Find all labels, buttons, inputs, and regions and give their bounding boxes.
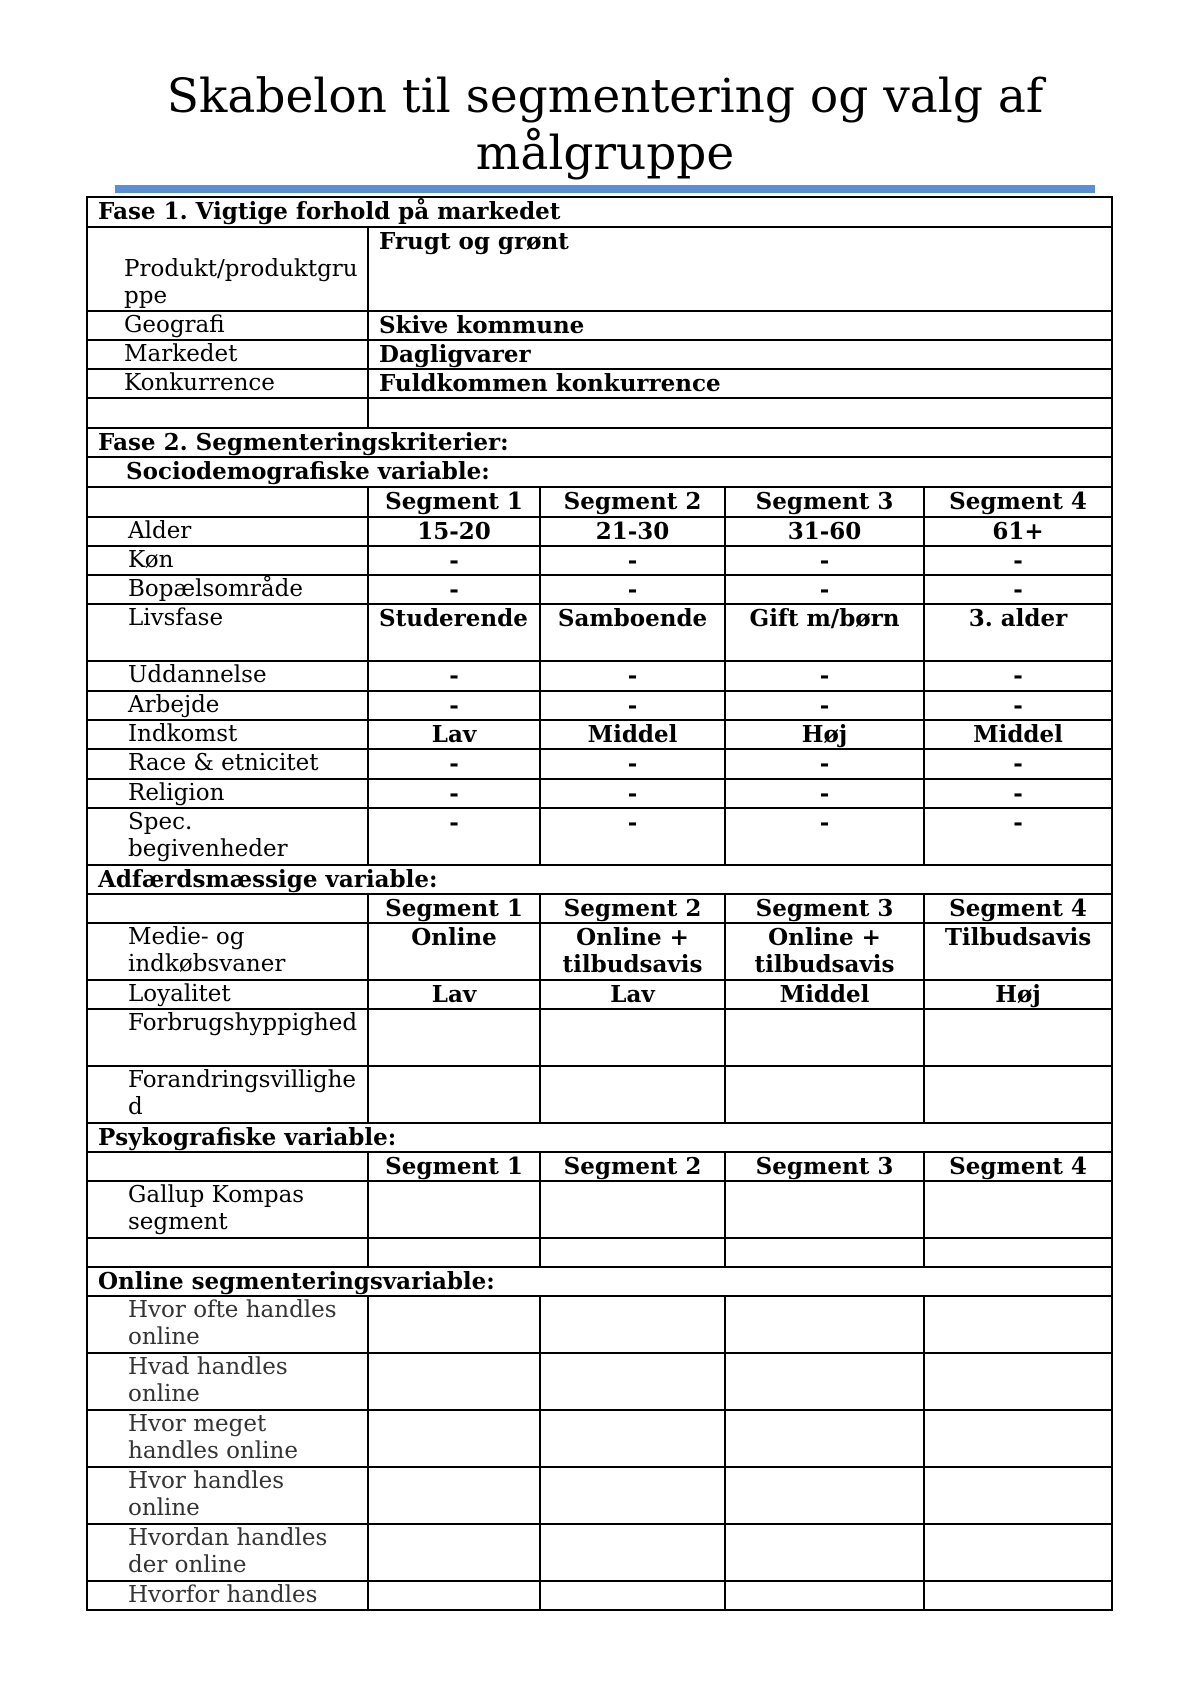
cell: Online + tilbudsavis	[725, 923, 924, 980]
cell: 31-60	[725, 517, 924, 546]
row-label: Livsfase	[87, 604, 368, 661]
empty-row	[87, 398, 1112, 428]
socio-heading: Sociodemografiske variable:	[87, 457, 1112, 487]
segment-header: Segment 1	[368, 894, 540, 923]
fase1-heading: Fase 1. Vigtige forhold på markedet	[87, 197, 1112, 227]
cell: Lav	[368, 980, 540, 1009]
segment-header: Segment 4	[924, 1152, 1112, 1181]
segmentation-table	[86, 196, 1113, 1611]
row-label: Loyalitet	[87, 980, 368, 1009]
cell: Middel	[540, 720, 725, 749]
cell	[540, 1009, 725, 1066]
cell	[924, 1066, 1112, 1123]
table-row	[87, 1066, 1112, 1123]
cell: Lav	[368, 720, 540, 749]
cell	[368, 1009, 540, 1066]
table-row	[87, 720, 1112, 749]
row-label: Forbrugshyppighed	[87, 1009, 368, 1066]
cell: Samboende	[540, 604, 725, 661]
segment-header: Segment 2	[540, 894, 725, 923]
segment-header: Segment 1	[368, 1152, 540, 1181]
cell: Studerende	[368, 604, 540, 661]
row-label: Religion	[87, 779, 368, 808]
cell: Gift m/børn	[725, 604, 924, 661]
cell: Høj	[924, 980, 1112, 1009]
table-row	[87, 808, 1112, 865]
cell: Tilbudsavis	[924, 923, 1112, 980]
row-value: Dagligvarer	[368, 340, 1112, 369]
cell: -	[725, 779, 924, 808]
behav-heading: Adfærdsmæssige variable:	[87, 865, 1112, 894]
table-row	[87, 1353, 1112, 1410]
table-row	[87, 923, 1112, 980]
table-row	[87, 311, 1112, 340]
segment-header: Segment 2	[540, 1152, 725, 1181]
cell: -	[924, 779, 1112, 808]
cell: -	[725, 661, 924, 691]
segment-header-row	[87, 1152, 1112, 1181]
row-label: Produkt/produktgruppe	[87, 227, 368, 311]
cell: -	[540, 808, 725, 865]
cell: -	[924, 661, 1112, 691]
cell: Høj	[725, 720, 924, 749]
cell: -	[725, 691, 924, 720]
cell: Middel	[725, 980, 924, 1009]
cell: -	[368, 808, 540, 865]
cell: 3. alder	[924, 604, 1112, 661]
table-row	[87, 661, 1112, 691]
table-row	[87, 1410, 1112, 1467]
cell: -	[540, 691, 725, 720]
row-value: Fuldkommen konkurrence	[368, 369, 1112, 398]
row-label: Uddannelse	[87, 661, 368, 691]
row-label: Forandringsvillighed	[87, 1066, 368, 1123]
row-label: Køn	[87, 546, 368, 575]
row-label: Geografi	[87, 311, 368, 340]
row-label: Hvor meget handles online	[87, 1410, 368, 1467]
cell: Lav	[540, 980, 725, 1009]
cell: -	[368, 546, 540, 575]
cell: -	[540, 546, 725, 575]
row-label: Hvordan handles der online	[87, 1524, 368, 1581]
row-label: Indkomst	[87, 720, 368, 749]
cell: -	[725, 749, 924, 779]
cell: -	[540, 575, 725, 604]
row-label: Race & etnicitet	[87, 749, 368, 779]
table-row	[87, 604, 1112, 661]
segment-header: Segment 2	[540, 487, 725, 517]
table-row	[87, 691, 1112, 720]
cell: -	[924, 749, 1112, 779]
segment-header: Segment 3	[725, 1152, 924, 1181]
row-label: Markedet	[87, 340, 368, 369]
segment-header: Segment 4	[924, 894, 1112, 923]
cell	[368, 1066, 540, 1123]
cell: -	[924, 691, 1112, 720]
title-underline	[115, 185, 1095, 193]
cell: -	[368, 661, 540, 691]
cell: Online + tilbudsavis	[540, 923, 725, 980]
cell: -	[924, 575, 1112, 604]
table-row	[87, 546, 1112, 575]
cell	[725, 1009, 924, 1066]
cell	[540, 1066, 725, 1123]
row-label: Hvorfor handles	[87, 1581, 368, 1610]
table-row	[87, 1009, 1112, 1066]
row-label: Bopælsområde	[87, 575, 368, 604]
psycho-heading: Psykografiske variable:	[87, 1123, 1112, 1152]
row-value: Skive kommune	[368, 311, 1112, 340]
segment-header: Segment 3	[725, 487, 924, 517]
table-row	[87, 1581, 1112, 1610]
table-row	[87, 517, 1112, 546]
online-heading: Online segmenteringsvariable:	[87, 1267, 1112, 1296]
cell: -	[540, 749, 725, 779]
table-row	[87, 227, 1112, 311]
row-label: Gallup Kompas segment	[87, 1181, 368, 1238]
table-row	[87, 749, 1112, 779]
row-label: Hvor handles online	[87, 1467, 368, 1524]
cell	[725, 1066, 924, 1123]
segment-header: Segment 3	[725, 894, 924, 923]
cell: 21-30	[540, 517, 725, 546]
row-value: Frugt og grønt	[368, 227, 1112, 311]
cell: 61+	[924, 517, 1112, 546]
segment-header: Segment 1	[368, 487, 540, 517]
cell: -	[725, 575, 924, 604]
row-label: Arbejde	[87, 691, 368, 720]
cell: -	[924, 546, 1112, 575]
row-label: Konkurrence	[87, 369, 368, 398]
segment-header-row	[87, 894, 1112, 923]
table-row	[87, 1524, 1112, 1581]
cell: -	[368, 749, 540, 779]
segment-header-row	[87, 487, 1112, 517]
segment-header: Segment 4	[924, 487, 1112, 517]
fase2-heading: Fase 2. Segmenteringskriterier:	[87, 428, 1112, 457]
cell: 15-20	[368, 517, 540, 546]
cell: Middel	[924, 720, 1112, 749]
cell	[924, 1009, 1112, 1066]
empty-row	[87, 1238, 1112, 1267]
cell: -	[725, 808, 924, 865]
table-row	[87, 575, 1112, 604]
cell: -	[540, 779, 725, 808]
row-label: Spec. begivenheder	[87, 808, 368, 865]
table-row	[87, 1467, 1112, 1524]
page-title: Skabelon til segmentering og valg af målgruppe	[166, 69, 1044, 181]
cell: -	[725, 546, 924, 575]
row-label: Hvad handles online	[87, 1353, 368, 1410]
table-row	[87, 1181, 1112, 1238]
table-row	[87, 779, 1112, 808]
cell: -	[368, 575, 540, 604]
row-label: Hvor ofte handles online	[87, 1296, 368, 1353]
cell: -	[368, 691, 540, 720]
table-row	[87, 980, 1112, 1009]
cell: -	[924, 808, 1112, 865]
table-row	[87, 369, 1112, 398]
table-row	[87, 340, 1112, 369]
cell: -	[540, 661, 725, 691]
row-label: Medie- og indkøbsvaner	[87, 923, 368, 980]
row-label: Alder	[87, 517, 368, 546]
cell: Online	[368, 923, 540, 980]
cell: -	[368, 779, 540, 808]
table-row	[87, 1296, 1112, 1353]
